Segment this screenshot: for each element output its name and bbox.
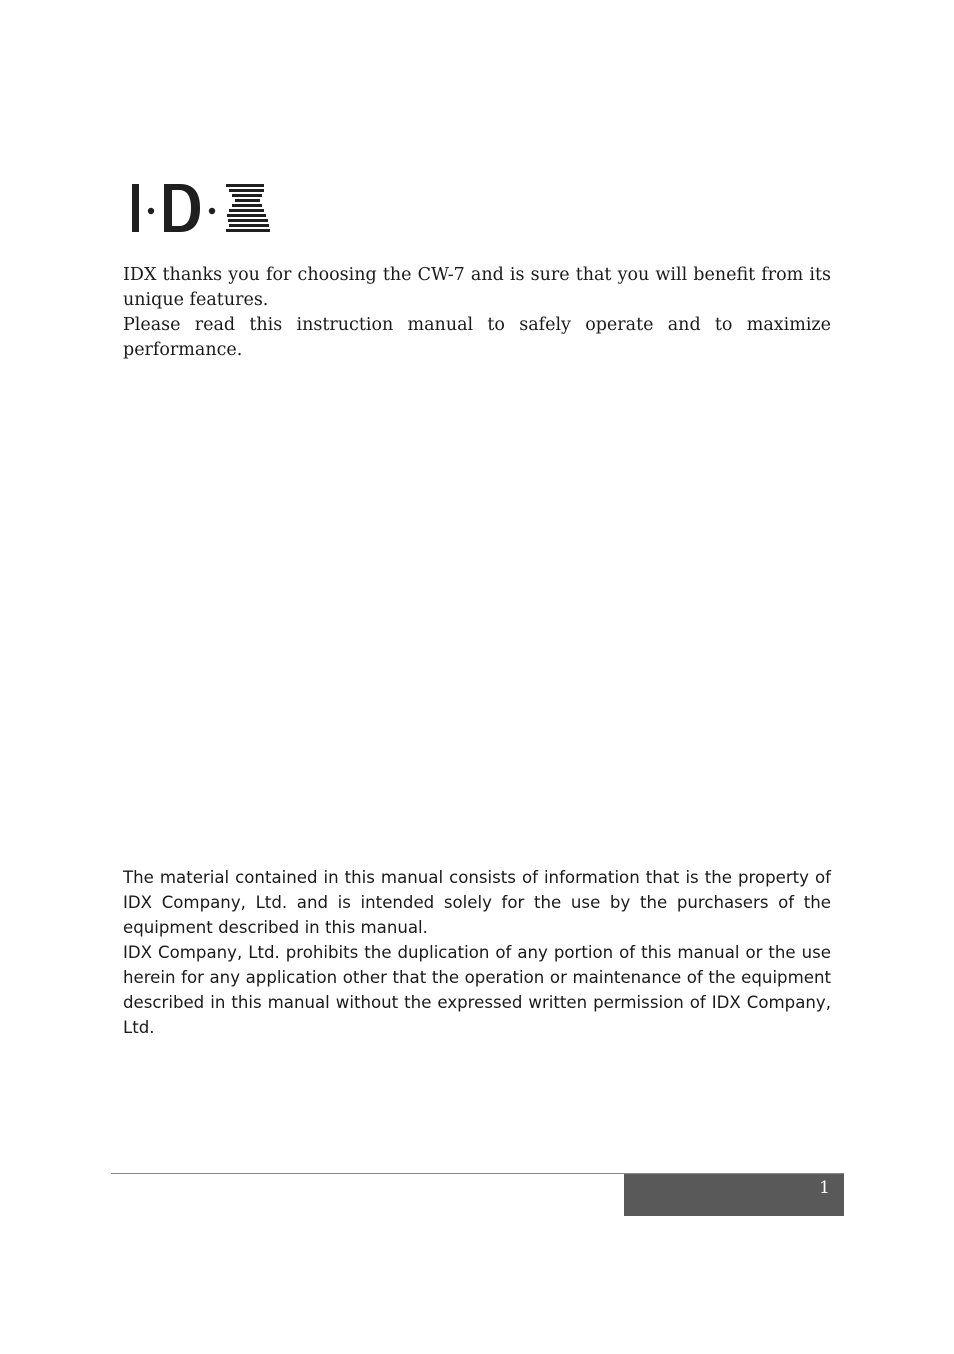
legal-paragraph: The material contained in this manual consists of information that is the property of IDX Company, Ltd. and is intended solely for the use by the purchasers of the equipment described in this manual. <box>123 868 831 937</box>
page-number-tab <box>624 1174 844 1216</box>
intro-paragraph: IDX thanks you for choosing the CW-7 and is sure that you will benefit from its unique features. <box>123 265 831 310</box>
intro-text <box>123 263 831 363</box>
legal-notice <box>123 865 831 1040</box>
idx-logo <box>128 180 273 236</box>
intro-paragraph: Please read this instruction manual to safely operate and to maximize performance. <box>123 315 831 360</box>
page-number: 1 <box>819 1178 830 1198</box>
legal-paragraph: IDX Company, Ltd. prohibits the duplication of any portion of this manual or the use herein for any application other that the operation or maintenance of the equipment described in this manual without the expressed written permission of IDX Company, Ltd. <box>123 943 831 1037</box>
idx-logo-graphic <box>128 180 273 236</box>
